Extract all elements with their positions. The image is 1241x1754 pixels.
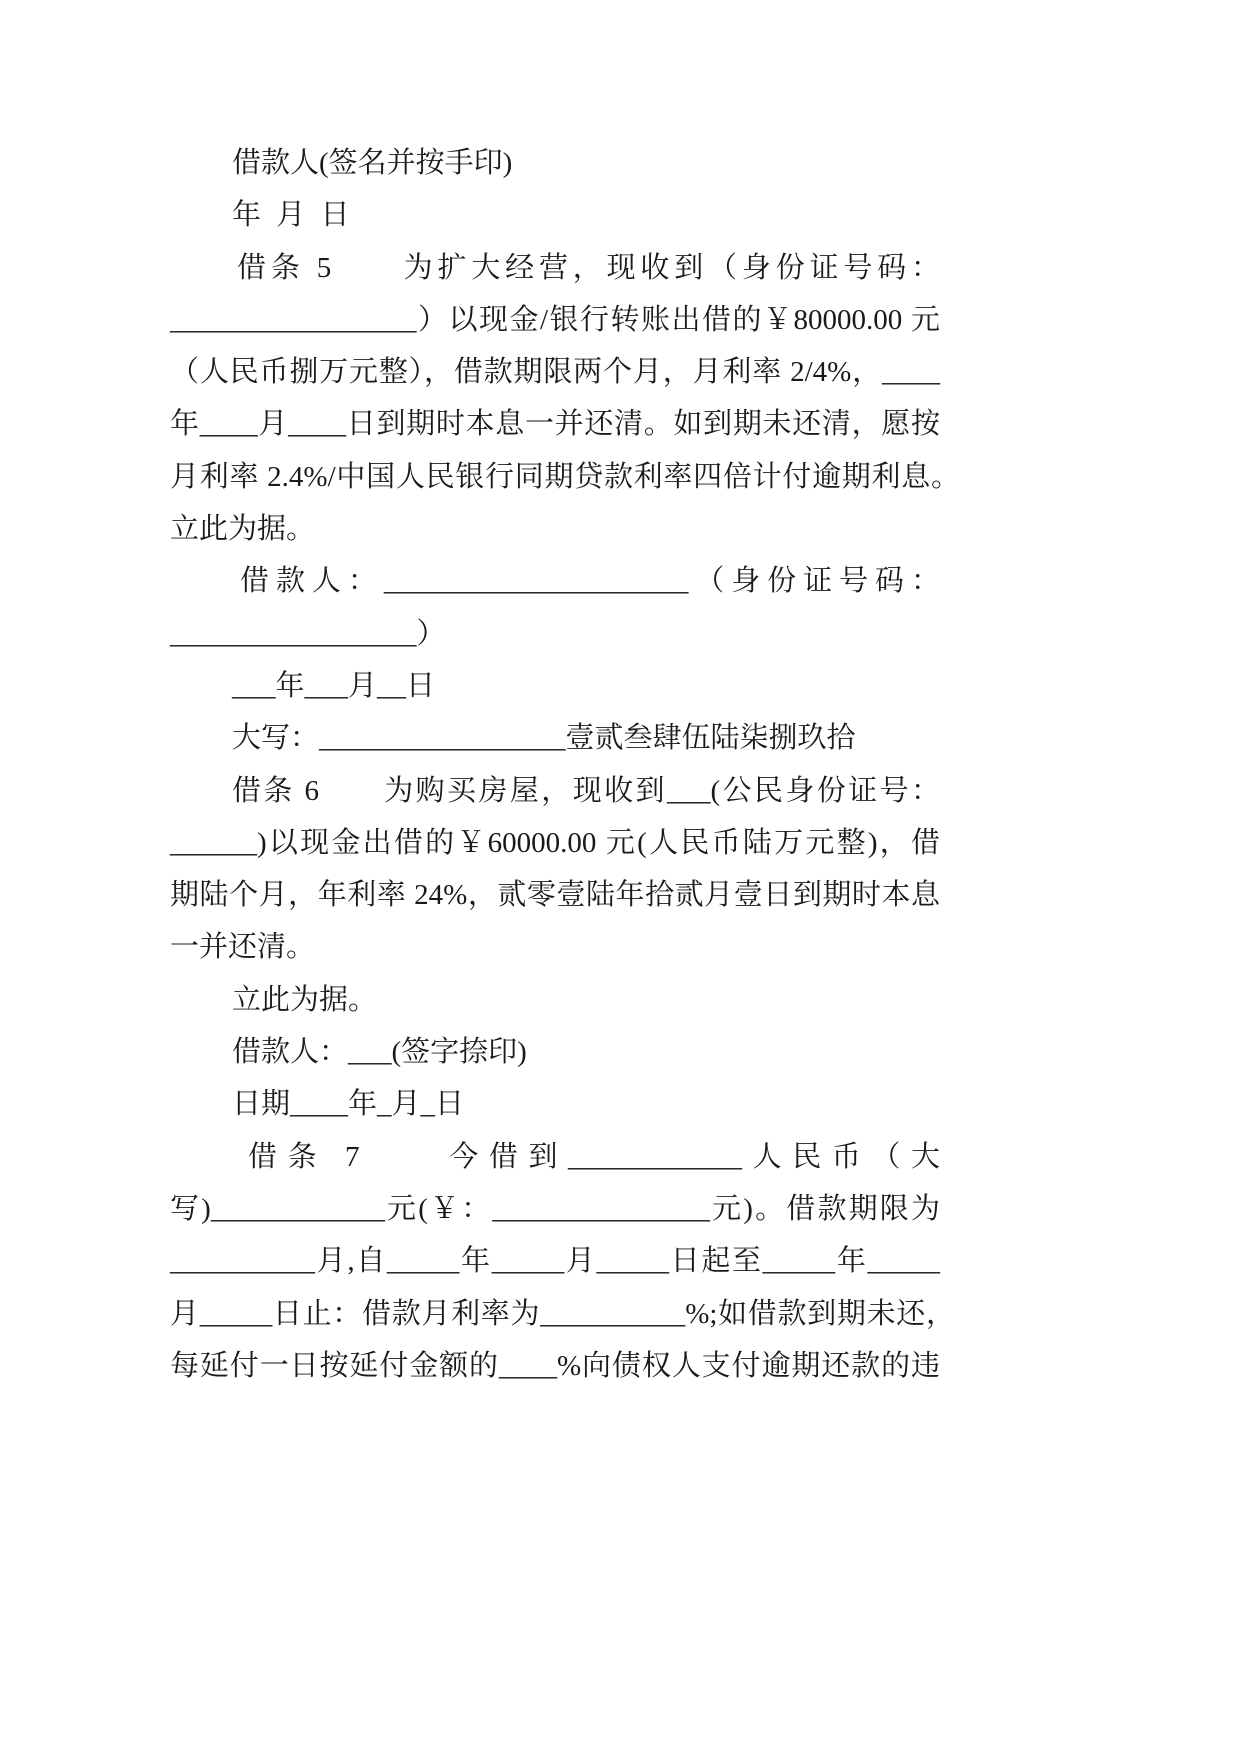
iou-5-text: （人民币捌万元整），借款期限两个月，月利率 2/4%，____ (170, 356, 940, 389)
capital-numerals-line: 大写：_________________壹贰叁肆伍陆柒捌玖拾 (232, 722, 856, 755)
iou-6-text: ______)以现金出借的￥60000.00 元(人民币陆万元整)，借 (170, 826, 940, 859)
iou-7-heading: 借条 7 今借到____________人民币（大 (248, 1140, 940, 1173)
iou-7-text: 写)____________元(￥：_______________元)。借款期限为 (170, 1192, 940, 1225)
iou-5-closing: 立此为据。 (170, 513, 316, 546)
document-body (0, 137, 1241, 1392)
iou-6-date-line: 日期____年_月_日 (232, 1088, 465, 1121)
date-line: 年 月 日 (232, 199, 350, 232)
iou-5-text: _________________）以现金/银行转账出借的￥80000.00 元 (170, 303, 940, 336)
iou-6-heading: 借条 6 为购买房屋，现收到___(公民身份证号： (232, 774, 940, 807)
borrower-signature-line: 借款人(签名并按手印) (232, 147, 513, 179)
iou-5-id-blank: _________________） (170, 617, 446, 650)
iou-5-heading: 借条 5 为扩大经营，现收到（身份证号码： (237, 251, 940, 284)
iou-6-borrower-line: 借款人：___(签字捺印) (232, 1036, 527, 1069)
iou-6-closing: 立此为据。 (232, 983, 378, 1016)
iou-5-borrower-line: 借款人：_____________________（身份证号码： (240, 565, 940, 598)
iou-7-text: 每延付一日按延付金额的____%向债权人支付逾期还款的违 (170, 1349, 940, 1382)
iou-7-text: __________月,自_____年_____月_____日起至_____年_____ (170, 1245, 940, 1278)
iou-5-text: 月利率 2.4%/中国人民银行同期贷款利率四倍计付逾期利息。 (170, 460, 960, 493)
iou-5-text: 年____月____日到期时本息一并还清。如到期未还清，愿按 (170, 408, 940, 441)
iou-7-text: 月_____日止：借款月利率为__________%;如借款到期未还， (170, 1297, 955, 1330)
iou-6-text: 期陆个月，年利率 24%，贰零壹陆年拾贰月壹日到期时本息 (170, 879, 940, 912)
iou-6-text: 一并还清。 (170, 931, 316, 964)
iou-5-date-line: ___年___月__日 (232, 669, 436, 702)
